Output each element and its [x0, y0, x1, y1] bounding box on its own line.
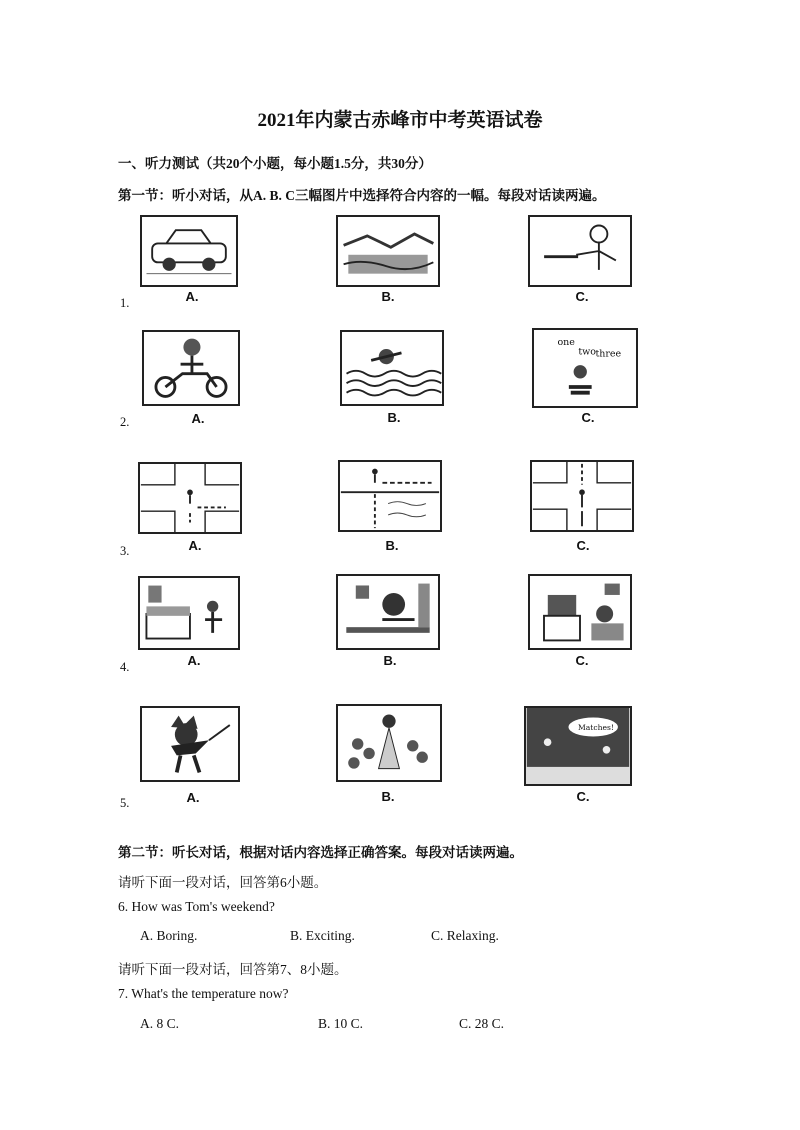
q1-picture-b-scene[interactable]: [336, 215, 440, 287]
q2-c-word-one: one: [557, 337, 575, 349]
q2-label-a: A.: [191, 411, 205, 426]
q4-picture-c-watching-tv[interactable]: [528, 574, 632, 650]
q7-option-b[interactable]: B. 10 C.: [318, 1016, 364, 1031]
q4-picture-a-bedroom[interactable]: [138, 576, 240, 650]
q2-picture-c-counting[interactable]: [532, 328, 638, 408]
q7-stem: 7. What's the temperature now?: [118, 986, 289, 1001]
q1-number: 1.: [120, 296, 130, 310]
q7-option-a[interactable]: A. 8 C.: [140, 1016, 180, 1031]
q3-picture-b-river-path[interactable]: [338, 460, 442, 532]
q6-option-b[interactable]: B. Exciting.: [290, 928, 355, 943]
q2-label-c: C.: [581, 410, 595, 425]
q5-picture-c-snow-scene[interactable]: [524, 706, 632, 786]
q2-c-word-three: three: [595, 348, 622, 360]
q5-picture-a-cartoon-cat[interactable]: [140, 706, 240, 782]
q5-label-b: B.: [381, 789, 395, 804]
q1-label-b: B.: [381, 289, 395, 304]
q6-option-a[interactable]: A. Boring.: [140, 928, 198, 943]
q1-picture-a-car[interactable]: [140, 215, 238, 287]
q4-label-a: A.: [187, 653, 201, 668]
q4-label-c: C.: [575, 653, 589, 668]
q3-label-c: C.: [576, 538, 590, 553]
q1-label-c: C.: [575, 289, 589, 304]
q6-option-c[interactable]: C. Relaxing.: [431, 928, 499, 943]
section2-heading: 第二节：听长对话，根据对话内容选择正确答案。每段对话读两遍。: [118, 845, 523, 860]
q6-stem: 6. How was Tom's weekend?: [118, 899, 275, 914]
q5-number: 5.: [120, 796, 130, 810]
q3-label-b: B.: [385, 538, 399, 553]
part1-heading: 一、听力测试（共20个小题，每小题1.5分，共30分）: [118, 156, 432, 171]
q5-c-speech-text: Matches!: [578, 722, 614, 732]
q4-picture-b-studying[interactable]: [336, 574, 440, 650]
page-title: 2021年内蒙古赤峰市中考英语试卷: [257, 110, 543, 131]
q7-option-c[interactable]: C. 28 C.: [459, 1016, 505, 1031]
q2-picture-b-swimming[interactable]: [340, 330, 444, 406]
instruction-q6: 请听下面一段对话，回答第6小题。: [118, 875, 328, 890]
q2-c-word-two: two: [578, 346, 597, 358]
section1-heading: 第一节：听小对话，从A. B. C三幅图片中选择符合内容的一幅。每段对话读两遍。: [118, 188, 606, 203]
q1-picture-c-cook[interactable]: [528, 215, 632, 287]
q4-number: 4.: [120, 660, 130, 674]
q2-number: 2.: [120, 415, 130, 429]
q3-picture-c-crossroads[interactable]: [530, 460, 634, 532]
q5-label-c: C.: [576, 789, 590, 804]
q2-label-b: B.: [387, 410, 401, 425]
q3-number: 3.: [120, 544, 130, 558]
q5-label-a: A.: [186, 790, 200, 805]
instruction-q7-q8: 请听下面一段对话，回答第7、8小题。: [118, 962, 348, 977]
q3-picture-a-crossroads[interactable]: [138, 462, 242, 534]
q3-label-a: A.: [188, 538, 202, 553]
q4-label-b: B.: [383, 653, 397, 668]
q1-label-a: A.: [185, 289, 199, 304]
q2-picture-a-motorbike[interactable]: [142, 330, 240, 406]
q5-picture-b-snow-white[interactable]: [336, 704, 442, 782]
